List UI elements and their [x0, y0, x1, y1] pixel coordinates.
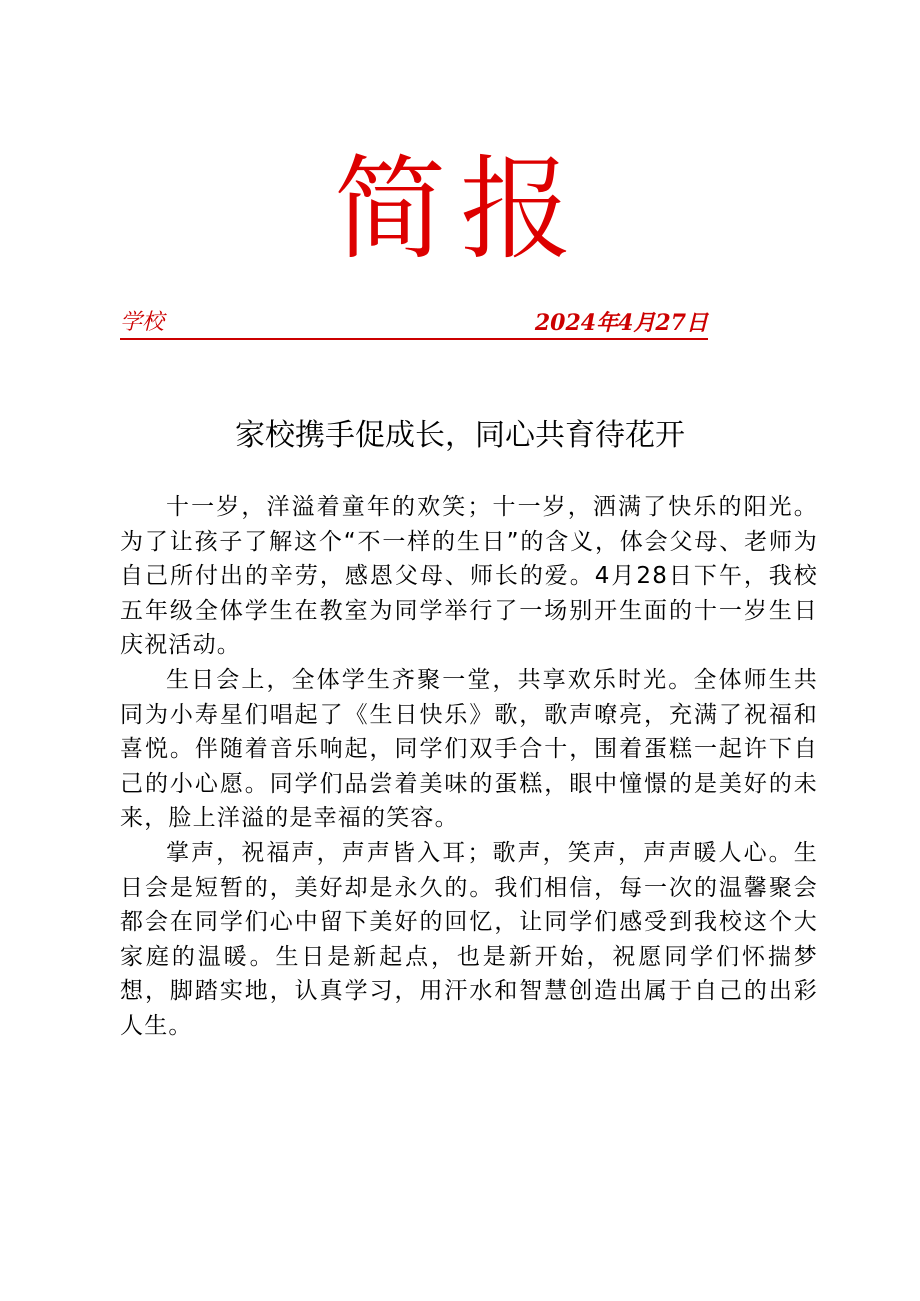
issue-date: 2024年4月27日 — [534, 310, 708, 336]
paragraph: 生日会上，全体学生齐聚一堂，共享欢乐时光。全体师生共同为小寿星们唱起了《生日快乐》歌，歌声嘹亮，充满了祝福和喜悦。伴随着音乐响起，同学们双手合十，围着蛋糕一起许下自己的小心愿。同学们品尝着美味的蛋糕，眼中憧憬的是美好的未来，脸上洋溢的是幸福的笑容。 — [120, 666, 818, 832]
info-bar — [120, 306, 708, 340]
masthead-title: 简报 — [334, 145, 586, 275]
paragraph: 掌声，祝福声，声声皆入耳；歌声，笑声，声声暖人心。生日会是短暂的，美好却是永久的。我们相信，每一次的温馨聚会都会在同学们心中留下美好的回忆，让同学们感受到我校这个大家庭的温暖。生日是新起点，也是新开始，祝愿同学们怀揣梦想，脚踏实地，认真学习，用汗水和智慧创造出属于自己的出彩人生。 — [120, 839, 818, 1039]
article-title: 家校携手促成长，同心共育待花开 — [235, 418, 685, 453]
school-name: 学校 — [120, 310, 165, 335]
article-body — [120, 490, 818, 1044]
paragraph: 十一岁，洋溢着童年的欢笑；十一岁，洒满了快乐的阳光。为了让孩子了解这个“不一样的生日”的含义，体会父母、老师为自己所付出的辛劳，感恩父母、师长的爱。4月28日下午，我校五年级全体学生在教室为同学举行了一场别开生面的十一岁生日庆祝活动。 — [120, 494, 818, 659]
